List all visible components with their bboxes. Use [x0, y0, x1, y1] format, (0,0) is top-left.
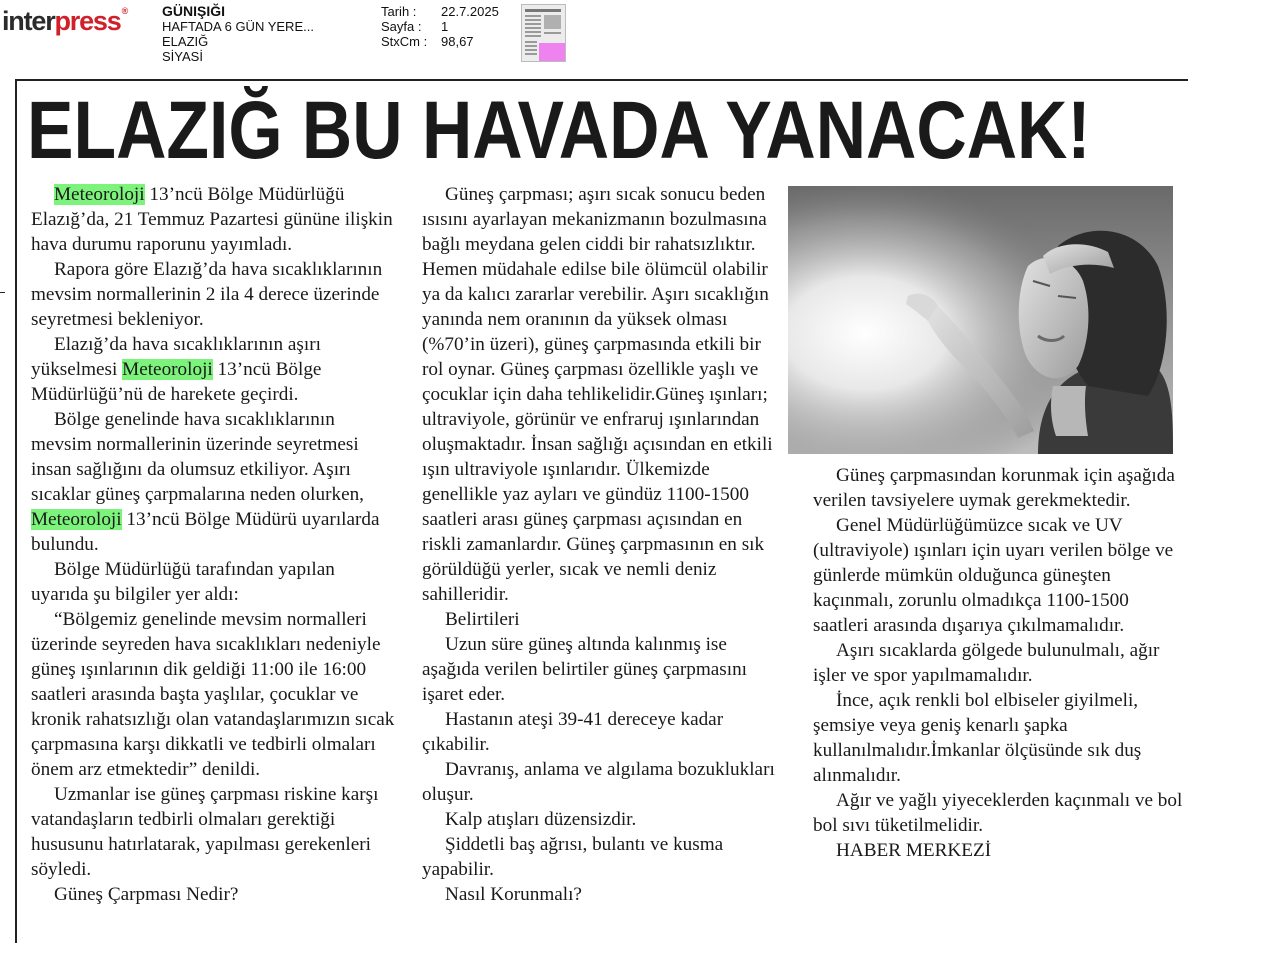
paragraph: Elazığ’da hava sıcaklıklarının aşırı yükselmesi Meteoroloji 13’ncü Bölge Müdürlüğü’nü de harekete geçirdi.: [31, 334, 322, 405]
clip-frame-top: [15, 79, 1188, 81]
stxcm-row: StxCm : 98,67: [381, 34, 474, 49]
paragraph: Ağır ve yağlı yiyeceklerden kaçınmalı ve bol bol sıvı tüketilmelidir.: [813, 790, 1183, 836]
interpress-logo: interpress®: [2, 6, 128, 36]
paragraph: Bölge genelinde hava sıcaklıklarının mevsim normallerinin üzerinde seyretmesi insan sağlığını da olumsuz etkiliyor. Aşırı sıcaklar güneş çarpmalarına neden olurken, Meteoroloji 13’ncü Bölge Müdürü uyarılarda bulundu.: [31, 409, 380, 555]
woman-in-sun-photo: [788, 186, 1173, 454]
publication-frequency: HAFTADA 6 GÜN YERE...: [162, 19, 314, 34]
keyword-highlight: Meteoroloji: [54, 184, 145, 205]
paragraph: Güneş çarpmasından korunmak için aşağıda verilen tavsiyelere uymak gerekmektedir.: [813, 465, 1175, 511]
page-row: Sayfa : 1: [381, 19, 449, 34]
byline: HABER MERKEZİ: [836, 840, 992, 861]
article-column-3: [813, 463, 1183, 863]
paragraph: Uzmanlar ise güneş çarpması riskine karşı vatandaşların tedbirli olmaları gerektiği hususunu hatırlatarak, yapılması gerekenleri söyledi.: [31, 784, 379, 880]
keyword-highlight: Meteoroloji: [122, 359, 213, 380]
margin-tick: [0, 292, 5, 293]
subheading: Güneş Çarpması Nedir?: [54, 884, 239, 905]
paragraph: Meteoroloji 13’ncü Bölge Müdürlüğü Elazığ’da, 21 Temmuz Pazartesi gününe ilişkin hava durumu raporunu yayımladı.: [31, 184, 393, 255]
article-column-2: [422, 182, 784, 907]
paragraph: Genel Müdürlüğümüzce sıcak ve UV (ultraviyole) ışınları için uyarı verilen bölge ve günlerde mümkün olduğunca güneşten kaçınmalı, zorunlu olmadıkça 1100-1500 saatleri arasında dışarıya çıkılmamalıdır.: [813, 515, 1174, 636]
article-column-1: [31, 182, 397, 907]
clipping-header: [0, 0, 1274, 70]
subheading: Nasıl Korunmalı?: [445, 884, 582, 905]
page-thumbnail[interactable]: [521, 4, 566, 62]
publication-city: ELAZIĞ: [162, 34, 209, 49]
clipping-metadata: [381, 4, 499, 49]
paragraph: Davranış, anlama ve algılama bozuklukları oluşur.: [422, 759, 775, 805]
publication-info: [162, 4, 314, 64]
publication-name: GÜNIŞIĞI: [162, 3, 226, 19]
thumbnail-clip-highlight: [539, 43, 565, 61]
date-row: Tarih : 22.7.2025: [381, 4, 499, 19]
paragraph: Kalp atışları düzensizdir.: [445, 809, 637, 830]
paragraph: İnce, açık renkli bol elbiseler giyilmeli, şemsiye veya geniş kenarlı şapka kullanılmalıdır.İmkanlar ölçüsünde sık duş alınmalıdır.: [813, 690, 1142, 786]
paragraph: Aşırı sıcaklarda gölgede bulunulmalı, ağır işler ve spor yapılmamalıdır.: [813, 640, 1160, 686]
subheading: Belirtileri: [445, 609, 520, 630]
paragraph: “Bölgemiz genelinde mevsim normalleri üzerinde seyreden hava sıcaklıkları nedeniyle güneş ışınlarının dik geldiği 11:00 ile 16:00 saatleri arasında başta yaşlılar, çocuklar ve kronik rahatsızlığı olan vatandaşlarımızın sıcak çarpmasına karşı dikkatli ve tedbirli olmaları önem arz etmektedir” denildi.: [31, 609, 395, 780]
paragraph: Hastanın ateşi 39-41 dereceye kadar çıkabilir.: [422, 709, 724, 755]
publication-category: SİYASİ: [162, 49, 203, 64]
keyword-highlight: Meteoroloji: [31, 509, 122, 530]
article-photo: [788, 186, 1173, 454]
article-headline: ELAZIĞ BU HAVADA YANACAK!: [27, 85, 1091, 176]
paragraph: Şiddetli baş ağrısı, bulantı ve kusma yapabilir.: [422, 834, 724, 880]
paragraph: Uzun süre güneş altında kalınmış ise aşağıda verilen belirtiler güneş çarpmasını işaret eder.: [422, 634, 747, 705]
paragraph: Bölge Müdürlüğü tarafından yapılan uyarıda şu bilgiler yer aldı:: [31, 559, 335, 605]
paragraph: Rapora göre Elazığ’da hava sıcaklıklarının mevsim normallerinin 2 ila 4 derece üzerinde seyretmesi bekleniyor.: [31, 259, 383, 330]
clip-frame-left: [15, 79, 17, 943]
paragraph: Güneş çarpması; aşırı sıcak sonucu beden ısısını ayarlayan mekanizmanın bozulmasına bağlı meydana gelen ciddi bir rahatsızlıktır. Hemen müdahale edilse bile ölümcül olabilir ya da kalıcı zararlar verebilir. Aşırı sıcaklığın yanında nem oranının da yüksek olması (%70’in üzeri), güneş çarpmasında etkili bir rol oynar. Güneş çarpması özellikle yaşlı ve çocuklar için daha tehlikelidir.Güneş ışınları; ultraviyole, görünür ve enfraruj ışınlarından oluşmaktadır. İnsan sağlığı açısından en etkili ışın ultraviyole ışınlarıdır. Ülkemizde genellikle yaz ayları ve gündüz 1100-1500 saatleri arası güneş çarpması açısından en riskli zamanlardır. Güneş çarpmasının en sık görüldüğü yerler, sıcak ve nemli deniz sahilleridir.: [422, 184, 773, 605]
